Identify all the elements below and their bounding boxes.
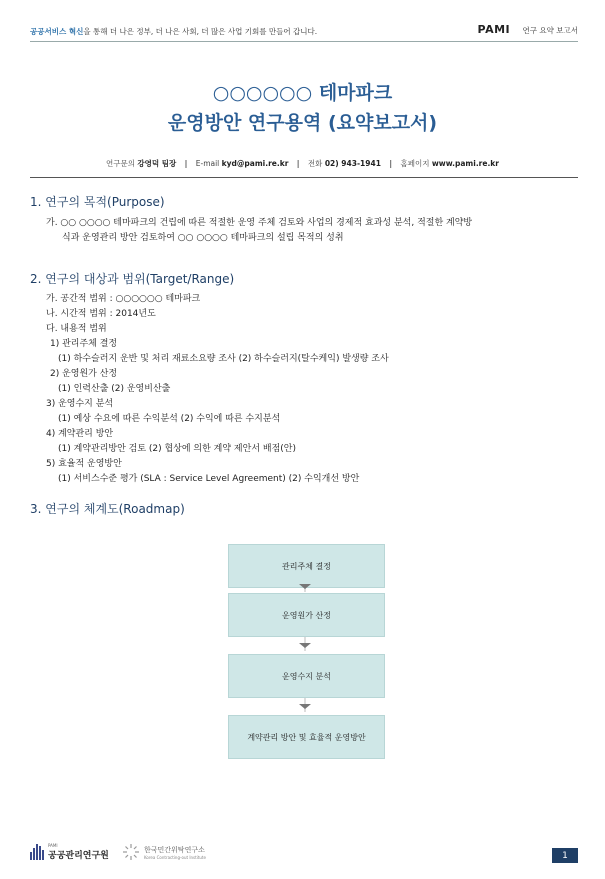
roadmap-step-3: 운영수지 분석 (228, 654, 385, 698)
down-arrow-icon (299, 643, 311, 648)
tagline-text: 을 통해 더 나은 정부, 더 나은 사회, 더 많은 사업 기회를 만들어 갑니다. (83, 27, 318, 36)
section-1-title: 1. 연구의 목적(Purpose) (30, 195, 165, 209)
section-3-title: 3. 연구의 체계도(Roadmap) (30, 502, 185, 516)
separator: | (296, 159, 300, 168)
scope-item-2: 2) 운영원가 산정 (50, 369, 118, 379)
email-label: E-mail (195, 159, 220, 168)
roadmap-step-4: 계약관리 방안 및 효율적 운영방안 (228, 715, 385, 759)
scope-item-3-details: (1) 예상 수요에 따른 수익분석 (2) 수익에 따른 수지분석 (58, 414, 281, 424)
scope-item-1-details: (1) 하수슬러지 운반 및 처리 재료소요량 조사 (2) 하수슬러지(탈수케익) 발생량 조사 (58, 354, 389, 364)
org2-name: 한국민간위탁연구소 (144, 845, 205, 854)
document-title-line2: 운영방안 연구용역 (요약보고서) (167, 112, 438, 134)
scope-item-2-details: (1) 인력산출 (2) 운영비산출 (58, 384, 171, 394)
section-2-title: 2. 연구의 대상과 범위(Target/Range) (30, 272, 235, 286)
kci-logo (122, 843, 206, 861)
header-doc-type: 연구 요약 보고서 (522, 26, 578, 35)
spatial-range: 가. 공간적 범위 : ○○○○○○ 테마파크 (46, 294, 201, 304)
tagline-highlight: 공공서비스 혁신 (30, 27, 84, 36)
scope-item-5-details: (1) 서비스수준 평가 (SLA : Service Level Agreement) (2) 수익개선 방안 (58, 474, 360, 484)
temporal-range: 나. 시간적 범위 : 2014년도 (46, 309, 156, 319)
scope-item-1: 1) 관리주체 결정 (50, 339, 118, 349)
header-right (478, 23, 578, 36)
web-label: 홈페이지 (400, 159, 430, 168)
researcher-label: 연구문의 (106, 159, 135, 168)
header-tagline (30, 26, 317, 37)
roadmap-step-2: 운영원가 산정 (228, 593, 385, 637)
researcher-name: 강영덕 팀장 (137, 159, 177, 168)
email-value[interactable]: kyd@pami.re.kr (221, 159, 289, 168)
separator: | (389, 159, 393, 168)
org1-small: PAMI (48, 843, 58, 848)
contact-info (0, 158, 605, 169)
section-2-body (46, 292, 389, 487)
phone-label: 전화 (307, 159, 323, 168)
sunburst-icon (122, 843, 140, 861)
document-title-line1: ○○○○○○ 테마파크 (212, 82, 393, 104)
down-arrow-icon (299, 584, 311, 589)
section-1-body (46, 216, 576, 246)
purpose-line1: 가. ○○ ○○○○ 테마파크의 건립에 따른 적절한 운영 주체 검토와 사업의 경제적 효과성 분석, 적절한 계약방 (46, 218, 473, 228)
org2-subtitle: Korea Contracting-out Institute (144, 854, 206, 860)
roadmap-step-1: 관리주체 결정 (228, 544, 385, 588)
scope-item-4-details: (1) 계약관리방안 검토 (2) 협상에 의한 계약 제안서 배점(안) (58, 444, 296, 454)
separator: | (184, 159, 188, 168)
content-range: 다. 내용적 범위 (46, 324, 107, 334)
bars-icon (30, 844, 44, 860)
page-header (30, 22, 578, 40)
header-logo: PAMI (477, 23, 511, 36)
scope-item-4: 4) 계약관리 방안 (46, 429, 114, 439)
org1-name: 공공관리연구원 (48, 851, 109, 861)
pami-logo (30, 843, 109, 861)
web-value[interactable]: www.pami.re.kr (431, 159, 499, 168)
contact-divider (30, 177, 578, 178)
header-divider (30, 41, 578, 42)
purpose-line2: 식과 운영관리 방안 검토하여 ○○ ○○○○ 테마파크의 설립 목적의 성취 (62, 233, 344, 243)
page-number: 1 (552, 848, 578, 863)
down-arrow-icon (299, 704, 311, 709)
page-footer (30, 843, 578, 863)
scope-item-3: 3) 운영수지 분석 (46, 399, 114, 409)
scope-item-5: 5) 효율적 운영방안 (46, 459, 122, 469)
phone-value: 02) 943-1941 (324, 159, 381, 168)
